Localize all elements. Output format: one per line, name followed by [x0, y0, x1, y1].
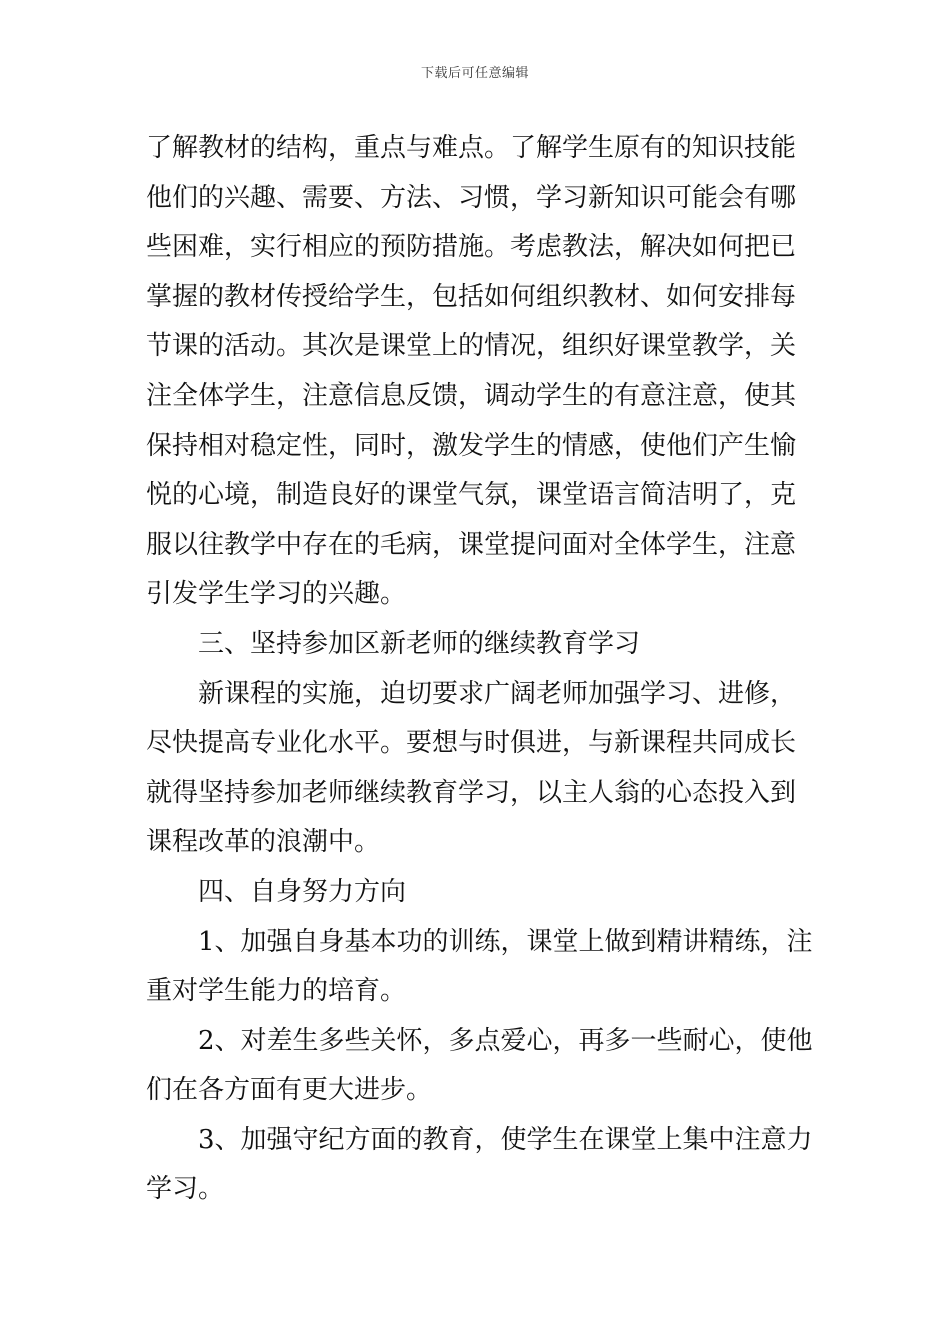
text-line: 节课的活动。其次是课堂上的情况，组织好课堂教学，关: [146, 331, 797, 362]
text-line: 3、加强守纪方面的教育，使学生在课堂上集中注意力: [198, 1124, 813, 1155]
paragraph: [146, 620, 810, 670]
text-line: 他们的兴趣、需要、方法、习惯，学习新知识可能会有哪: [146, 182, 797, 213]
text-line: 们在各方面有更大进步。: [146, 1075, 433, 1106]
paragraph: [146, 1017, 813, 1067]
text-line: 注全体学生，注意信息反馈，调动学生的有意注意，使其: [146, 380, 797, 411]
text-line: 学习。: [146, 1174, 225, 1205]
text-line: 了解教材的结构，重点与难点。了解学生原有的知识技能: [146, 133, 797, 163]
text-line: 就得坚持参加老师继续教育学习，以主人翁的心态投入到: [146, 777, 797, 808]
paragraph: [146, 670, 810, 720]
text-line: 三、坚持参加区新老师的继续教育学习: [198, 628, 641, 659]
text-line: 悦的心境，制造良好的课堂气氛，课堂语言简洁明了，克: [146, 480, 797, 511]
paragraph: [146, 1116, 813, 1166]
paragraph: [146, 1165, 810, 1215]
text-line: 保持相对稳定性，同时，激发学生的情感，使他们产生愉: [146, 430, 797, 461]
text-line: 掌握的教材传授给学生，包括如何组织教材、如何安排每: [146, 281, 797, 312]
paragraph: [146, 868, 810, 918]
document-body: [146, 124, 813, 1215]
text-line: 四、自身努力方向: [198, 876, 407, 907]
paragraph: [146, 918, 813, 968]
text-line: 2、对差生多些关怀，多点爱心，再多一些耐心，使他: [198, 1025, 813, 1056]
text-line: 尽快提高专业化水平。要想与时俱进，与新课程共同成长: [146, 728, 797, 759]
text-line: 服以往教学中存在的毛病，课堂提问面对全体学生，注意: [146, 529, 797, 560]
paragraph: [146, 719, 810, 868]
text-line: 些困难，实行相应的预防措施。考虑教法，解决如何把已: [146, 232, 797, 263]
paragraph: [146, 124, 810, 620]
text-line: 新课程的实施，迫切要求广阔老师加强学习、进修，: [198, 678, 797, 709]
page-header-note: 下载后可任意编辑: [420, 66, 529, 81]
paragraph: [146, 1066, 810, 1116]
text-line: 1、加强自身基本功的训练，课堂上做到精讲精练，注: [198, 926, 813, 957]
paragraph: [146, 967, 810, 1017]
text-line: 重对学生能力的培育。: [146, 976, 407, 1007]
text-line: 引发学生学习的兴趣。: [146, 579, 407, 610]
text-line: 课程改革的浪潮中。: [146, 827, 381, 858]
